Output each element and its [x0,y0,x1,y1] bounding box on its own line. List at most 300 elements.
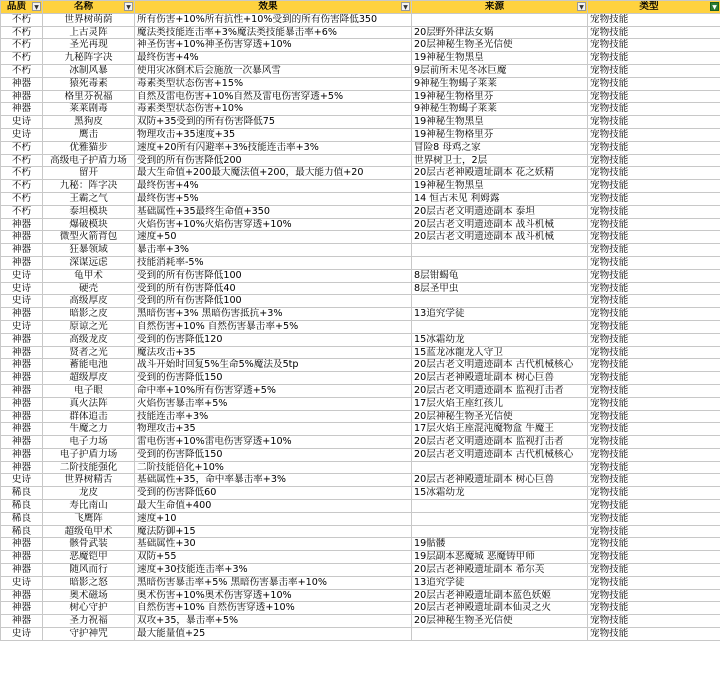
quality-cell[interactable]: 史诗 [1,128,43,141]
effect-cell[interactable]: 二阶技能倍化+10% [135,461,412,474]
type-cell[interactable]: 宠物技能 [588,39,720,52]
table-row [1,218,720,231]
quality-cell[interactable]: 神器 [1,231,43,244]
table-row [1,474,720,487]
effect-cell[interactable]: 火焰伤害+10%火焰伤害穿透+10% [135,218,412,231]
name-cell[interactable]: 树心守护 [43,602,135,615]
name-cell[interactable]: 超级厚皮 [43,372,135,385]
quality-cell[interactable]: 神器 [1,244,43,257]
effect-cell[interactable]: 双攻+35，暴击率+5% [135,615,412,628]
table-row [1,52,720,65]
type-cell[interactable]: 宠物技能 [588,308,720,321]
effect-cell[interactable]: 受到的所有伤害降低200 [135,154,412,167]
type-cell[interactable]: 宠物技能 [588,474,720,487]
source-cell[interactable] [412,295,588,308]
name-cell[interactable]: 爆破模块 [43,218,135,231]
name-cell[interactable]: 圣力祝福 [43,615,135,628]
table-row [1,26,720,39]
filter-dropdown-icon[interactable]: ▼ [577,2,586,11]
quality-cell[interactable]: 神器 [1,589,43,602]
source-cell[interactable]: 8层钳蝎龟 [412,269,588,282]
effect-cell[interactable]: 受到的所有伤害降低40 [135,282,412,295]
name-cell[interactable]: 龟甲术 [43,269,135,282]
effect-cell[interactable]: 火焰伤害暴击率+5% [135,397,412,410]
quality-cell[interactable]: 史诗 [1,628,43,641]
table-row [1,410,720,423]
header-row [1,1,720,14]
name-cell[interactable]: 优雅猫步 [43,141,135,154]
quality-cell[interactable]: 神器 [1,410,43,423]
type-cell[interactable]: 宠物技能 [588,448,720,461]
quality-cell[interactable]: 神器 [1,77,43,90]
table-row [1,231,720,244]
active-filter-icon[interactable]: ▼ [710,2,719,11]
source-cell[interactable]: 19神秘生物格里芬 [412,90,588,103]
name-cell[interactable]: 群体追击 [43,410,135,423]
effect-cell[interactable]: 受到的伤害降低120 [135,333,412,346]
quality-cell[interactable]: 神器 [1,384,43,397]
effect-cell[interactable]: 双防+55 [135,551,412,564]
name-cell[interactable]: 猿死毒素 [43,77,135,90]
name-cell[interactable]: 九秘：阵字决 [43,180,135,193]
type-cell[interactable]: 宠物技能 [588,231,720,244]
effect-cell[interactable]: 速度+20所有闪避率+3%技能连击率+3% [135,141,412,154]
source-cell[interactable]: 15蓝龙冰龍龙人守卫 [412,346,588,359]
effect-cell[interactable]: 技能消耗率-5% [135,256,412,269]
source-cell[interactable]: 14 恒古未见 利姆露 [412,192,588,205]
effect-cell[interactable]: 自然伤害+10% 自然伤害穿透+10% [135,602,412,615]
quality-cell[interactable]: 稀良 [1,512,43,525]
quality-cell[interactable]: 史诗 [1,282,43,295]
effect-cell[interactable]: 命中率+10%所有伤害穿透+5% [135,384,412,397]
source-cell[interactable]: 20层古老神殿遗址副本 树心巨兽 [412,372,588,385]
table-row [1,589,720,602]
effect-cell[interactable]: 最大生命值+400 [135,500,412,513]
source-cell[interactable] [412,256,588,269]
effect-cell[interactable]: 自然伤害+10% 自然伤害暴击率+5% [135,320,412,333]
effect-cell[interactable]: 最终伤害+5% [135,192,412,205]
quality-cell[interactable]: 神器 [1,564,43,577]
source-cell[interactable]: 20层古老神殿遗址副本仙灵之火 [412,602,588,615]
source-cell[interactable]: 19神秘生物格里芬 [412,128,588,141]
column-header-effect[interactable] [135,1,412,14]
source-cell[interactable]: 15冰霜幼龙 [412,333,588,346]
name-cell[interactable]: 泰坦模块 [43,205,135,218]
quality-cell[interactable]: 神器 [1,256,43,269]
filter-dropdown-icon[interactable]: ▼ [401,2,410,11]
type-cell[interactable]: 宠物技能 [588,244,720,257]
effect-cell[interactable]: 速度+50 [135,231,412,244]
effect-cell[interactable]: 受到的所有伤害降低100 [135,269,412,282]
source-cell[interactable]: 20层野外律法女娲 [412,26,588,39]
quality-cell[interactable]: 神器 [1,423,43,436]
column-header-label: 效果 [258,1,278,12]
quality-cell[interactable]: 不朽 [1,39,43,52]
type-cell[interactable]: 宠物技能 [588,167,720,180]
type-cell[interactable]: 宠物技能 [588,205,720,218]
source-cell[interactable]: 19神秘生物黑皇 [412,52,588,65]
type-cell[interactable]: 宠物技能 [588,90,720,103]
name-cell[interactable]: 上古灵阵 [43,26,135,39]
effect-cell[interactable]: 魔法类技能连击率+3%魔法类技能暴击率+6% [135,26,412,39]
quality-cell[interactable]: 稀良 [1,525,43,538]
source-cell[interactable]: 8层圣甲虫 [412,282,588,295]
source-cell[interactable]: 20层古老文明遗迹副本 古代机械核心 [412,448,588,461]
quality-cell[interactable]: 不朽 [1,13,43,26]
column-header-label: 品质 [6,1,27,12]
type-cell[interactable]: 宠物技能 [588,359,720,372]
name-cell[interactable]: 世界树精舌 [43,474,135,487]
effect-cell[interactable]: 黑暗伤害暴击率+5% 黑暗伤害暴击率+10% [135,576,412,589]
effect-cell[interactable]: 技能连击率+3% [135,410,412,423]
quality-cell[interactable]: 不朽 [1,26,43,39]
source-cell[interactable]: 20层古老文明遗迹副本 战斗机械 [412,231,588,244]
type-cell[interactable]: 宠物技能 [588,77,720,90]
source-cell[interactable]: 20层古老文明遗迹副本 泰坦 [412,205,588,218]
type-cell[interactable]: 宠物技能 [588,180,720,193]
source-cell[interactable] [412,244,588,257]
type-cell[interactable]: 宠物技能 [588,487,720,500]
name-cell[interactable]: 电子护盾力场 [43,448,135,461]
quality-cell[interactable]: 神器 [1,397,43,410]
quality-cell[interactable]: 史诗 [1,474,43,487]
type-cell[interactable]: 宠物技能 [588,52,720,65]
table-row [1,436,720,449]
type-cell[interactable]: 宠物技能 [588,192,720,205]
effect-cell[interactable]: 基础属性+35最终生命值+350 [135,205,412,218]
type-cell[interactable]: 宠物技能 [588,333,720,346]
table-row [1,192,720,205]
name-cell[interactable]: 骸骨武装 [43,538,135,551]
source-cell[interactable]: 20层古老神殿遗址副本 树心巨兽 [412,474,588,487]
effect-cell[interactable]: 毒素类型状态伤害+10% [135,103,412,116]
name-cell[interactable]: 狂暴领域 [43,244,135,257]
type-cell[interactable]: 宠物技能 [588,551,720,564]
effect-cell[interactable]: 奥术伤害+10%奥术伤害穿透+10% [135,589,412,602]
source-cell[interactable]: 19层副本恶魔城 恶魔铸甲师 [412,551,588,564]
quality-cell[interactable]: 史诗 [1,576,43,589]
source-cell[interactable]: 20层古老神殿遗址副本 花之妖精 [412,167,588,180]
name-cell[interactable]: 超级龟甲术 [43,525,135,538]
effect-cell[interactable]: 魔法攻击+35 [135,346,412,359]
source-cell[interactable]: 20层古老文明遗迹副本 监视打击者 [412,384,588,397]
quality-cell[interactable]: 神器 [1,218,43,231]
name-cell[interactable]: 随风而行 [43,564,135,577]
name-cell[interactable]: 二阶技能强化 [43,461,135,474]
table-row [1,512,720,525]
table-row [1,269,720,282]
table-row [1,564,720,577]
effect-cell[interactable]: 基础属性+35，命中率暴击率+3% [135,474,412,487]
quality-cell[interactable]: 神器 [1,551,43,564]
source-cell[interactable]: 15冰霜幼龙 [412,487,588,500]
type-cell[interactable]: 宠物技能 [588,295,720,308]
table-row [1,77,720,90]
table-row [1,180,720,193]
name-cell[interactable]: 高级龙皮 [43,333,135,346]
type-cell[interactable]: 宠物技能 [588,269,720,282]
type-cell[interactable]: 宠物技能 [588,218,720,231]
effect-cell[interactable]: 最大能量值+25 [135,628,412,641]
type-cell[interactable]: 宠物技能 [588,512,720,525]
effect-cell[interactable]: 双防+35受到的所有伤害降低75 [135,116,412,129]
source-cell[interactable]: 19神秘生物黑皇 [412,116,588,129]
type-cell[interactable]: 宠物技能 [588,615,720,628]
quality-cell[interactable]: 史诗 [1,116,43,129]
quality-cell[interactable]: 不朽 [1,64,43,77]
type-cell[interactable]: 宠物技能 [588,128,720,141]
name-cell[interactable]: 莱莱剧毒 [43,103,135,116]
name-cell[interactable]: 暗影之皮 [43,308,135,321]
quality-cell[interactable]: 不朽 [1,52,43,65]
source-cell[interactable] [412,320,588,333]
source-cell[interactable] [412,512,588,525]
effect-cell[interactable]: 神圣伤害+10%神圣伤害穿透+10% [135,39,412,52]
type-cell[interactable]: 宠物技能 [588,602,720,615]
name-cell[interactable]: 鹰击 [43,128,135,141]
effect-cell[interactable]: 速度+10 [135,512,412,525]
type-cell[interactable]: 宠物技能 [588,525,720,538]
source-cell[interactable]: 17层火焰王座红孩儿 [412,397,588,410]
name-cell[interactable]: 原谅之光 [43,320,135,333]
table-row [1,103,720,116]
effect-cell[interactable]: 暴击率+3% [135,244,412,257]
table-row [1,346,720,359]
type-cell[interactable]: 宠物技能 [588,410,720,423]
quality-cell[interactable]: 不朽 [1,154,43,167]
type-cell[interactable]: 宠物技能 [588,64,720,77]
type-cell[interactable]: 宠物技能 [588,13,720,26]
source-cell[interactable]: 20层古老文明遗迹副本 战斗机械 [412,218,588,231]
source-cell[interactable]: 19骷髅 [412,538,588,551]
quality-cell[interactable]: 神器 [1,372,43,385]
table-row [1,295,720,308]
quality-cell[interactable]: 稀良 [1,500,43,513]
table-row [1,39,720,52]
column-header-label: 类型 [639,1,659,12]
table-row [1,525,720,538]
source-cell[interactable]: 9神秘生物蝎子莱莱 [412,103,588,116]
effect-cell[interactable]: 速度+30技能连击率+3% [135,564,412,577]
table-row [1,628,720,641]
effect-cell[interactable]: 受到的伤害降低150 [135,372,412,385]
effect-cell[interactable]: 魔法防御+15 [135,525,412,538]
source-cell[interactable]: 9神秘生物蝎子莱莱 [412,77,588,90]
effect-cell[interactable]: 受到的伤害降低150 [135,448,412,461]
name-cell[interactable]: 冰制风暴 [43,64,135,77]
source-cell[interactable] [412,628,588,641]
effect-cell[interactable]: 最大生命值+200最大魔法值+200，最大能力值+20 [135,167,412,180]
name-cell[interactable]: 格里芬祝福 [43,90,135,103]
source-cell[interactable] [412,13,588,26]
type-cell[interactable]: 宠物技能 [588,461,720,474]
table-row [1,308,720,321]
quality-cell[interactable]: 神器 [1,103,43,116]
source-cell[interactable]: 13追究学徒 [412,308,588,321]
table-row [1,487,720,500]
type-cell[interactable]: 宠物技能 [588,436,720,449]
quality-cell[interactable]: 神器 [1,308,43,321]
type-cell[interactable]: 宠物技能 [588,423,720,436]
name-cell[interactable]: 电子力场 [43,436,135,449]
name-cell[interactable]: 真火法阵 [43,397,135,410]
type-cell[interactable]: 宠物技能 [588,500,720,513]
column-header-quality[interactable] [1,1,43,14]
quality-cell[interactable]: 神器 [1,90,43,103]
source-cell[interactable]: 冒险8 母鸡之家 [412,141,588,154]
table-row [1,141,720,154]
quality-cell[interactable]: 神器 [1,602,43,615]
name-cell[interactable]: 飞鹰阵 [43,512,135,525]
type-cell[interactable]: 宠物技能 [588,141,720,154]
type-cell[interactable]: 宠物技能 [588,397,720,410]
quality-cell[interactable]: 不朽 [1,180,43,193]
type-cell[interactable]: 宠物技能 [588,103,720,116]
quality-cell[interactable]: 神器 [1,461,43,474]
table-row [1,205,720,218]
type-cell[interactable]: 宠物技能 [588,564,720,577]
effect-cell[interactable]: 基础属性+30 [135,538,412,551]
effect-cell[interactable]: 战斗开始时回复5%生命5%魔法及5tp [135,359,412,372]
quality-cell[interactable]: 史诗 [1,295,43,308]
type-cell[interactable]: 宠物技能 [588,256,720,269]
type-cell[interactable]: 宠物技能 [588,589,720,602]
quality-cell[interactable]: 神器 [1,359,43,372]
name-cell[interactable]: 硬壳 [43,282,135,295]
table-row [1,576,720,589]
table-row [1,256,720,269]
table-row [1,116,720,129]
table-row [1,372,720,385]
name-cell[interactable]: 九秘阵字决 [43,52,135,65]
name-cell[interactable]: 圣光再现 [43,39,135,52]
quality-cell[interactable]: 神器 [1,333,43,346]
source-cell[interactable]: 20层神秘生物圣光信使 [412,39,588,52]
effect-cell[interactable]: 使用灾冰倒术后会施放一次暴风雪 [135,64,412,77]
source-cell[interactable] [412,500,588,513]
table-row [1,448,720,461]
table-row [1,128,720,141]
type-cell[interactable]: 宠物技能 [588,346,720,359]
name-cell[interactable]: 深谋远虑 [43,256,135,269]
column-header-name[interactable] [43,1,135,14]
effect-cell[interactable]: 黑暗伤害+3% 黑暗伤害抵抗+3% [135,308,412,321]
quality-cell[interactable]: 神器 [1,346,43,359]
name-cell[interactable]: 暗影之怒 [43,576,135,589]
source-cell[interactable]: 20层神秘生物圣光信使 [412,410,588,423]
type-cell[interactable]: 宠物技能 [588,26,720,39]
quality-cell[interactable]: 稀良 [1,487,43,500]
table-row [1,423,720,436]
quality-cell[interactable]: 神器 [1,615,43,628]
effect-cell[interactable]: 所有伤害+10%所有抗性+10%受到的所有伤害降低350 [135,13,412,26]
quality-cell[interactable]: 不朽 [1,192,43,205]
name-cell[interactable]: 牛魔之力 [43,423,135,436]
filter-dropdown-icon[interactable]: ▼ [124,2,133,11]
source-cell[interactable]: 20层古老神殿遗址副本 希尔芙 [412,564,588,577]
source-cell[interactable]: 17层火焰王座混沌魔物盒 牛魔王 [412,423,588,436]
name-cell[interactable]: 微型火箭背包 [43,231,135,244]
column-header-label: 名称 [73,1,94,12]
quality-cell[interactable]: 史诗 [1,320,43,333]
effect-cell[interactable]: 自然及雷电伤害+10%自然及雷电伤害穿透+5% [135,90,412,103]
type-cell[interactable]: 宠物技能 [588,116,720,129]
name-cell[interactable]: 寿比南山 [43,500,135,513]
table-row [1,538,720,551]
quality-cell[interactable]: 不朽 [1,205,43,218]
name-cell[interactable]: 龙皮 [43,487,135,500]
source-cell[interactable]: 20层古老文明遗迹副本 古代机械核心 [412,359,588,372]
effect-cell[interactable]: 最终伤害+4% [135,180,412,193]
table-row [1,282,720,295]
effect-cell[interactable]: 受到的伤害降低60 [135,487,412,500]
quality-cell[interactable]: 神器 [1,436,43,449]
quality-cell[interactable]: 不朽 [1,141,43,154]
source-cell[interactable] [412,525,588,538]
name-cell[interactable]: 留开 [43,167,135,180]
name-cell[interactable]: 王霸之气 [43,192,135,205]
name-cell[interactable]: 世界树萌荫 [43,13,135,26]
name-cell[interactable]: 守护神咒 [43,628,135,641]
effect-cell[interactable]: 受到的所有伤害降低100 [135,295,412,308]
type-cell[interactable]: 宠物技能 [588,320,720,333]
effect-cell[interactable]: 最终伤害+4% [135,52,412,65]
source-cell[interactable]: 13追究学徒 [412,576,588,589]
table-row [1,244,720,257]
quality-cell[interactable]: 史诗 [1,269,43,282]
type-cell[interactable]: 宠物技能 [588,538,720,551]
column-header-type[interactable] [588,1,720,14]
quality-cell[interactable]: 不朽 [1,167,43,180]
effect-cell[interactable]: 物理攻击+35速度+35 [135,128,412,141]
effect-cell[interactable]: 雷电伤害+10%雷电伤害穿透+10% [135,436,412,449]
table-row [1,461,720,474]
table-row [1,397,720,410]
source-cell[interactable]: 20层古老神殿遗址副本蓝色妖姬 [412,589,588,602]
table-row [1,384,720,397]
table-row [1,167,720,180]
source-cell[interactable]: 世界树卫士，2层 [412,154,588,167]
column-header-source[interactable] [412,1,588,14]
name-cell[interactable]: 恶魔铠甲 [43,551,135,564]
type-cell[interactable]: 宠物技能 [588,154,720,167]
effect-cell[interactable]: 毒素类型状态伤害+15% [135,77,412,90]
table-row [1,154,720,167]
name-cell[interactable]: 蓄能电池 [43,359,135,372]
name-cell[interactable]: 黑狗皮 [43,116,135,129]
type-cell[interactable]: 宠物技能 [588,576,720,589]
type-cell[interactable]: 宠物技能 [588,282,720,295]
effect-cell[interactable]: 物理攻击+35 [135,423,412,436]
name-cell[interactable]: 贤者之光 [43,346,135,359]
type-cell[interactable]: 宠物技能 [588,372,720,385]
quality-cell[interactable]: 神器 [1,538,43,551]
filter-dropdown-icon[interactable]: ▼ [32,2,41,11]
source-cell[interactable] [412,461,588,474]
type-cell[interactable]: 宠物技能 [588,384,720,397]
source-cell[interactable]: 20层古老文明遗迹副本 监视打击者 [412,436,588,449]
source-cell[interactable]: 19神秘生物黑皇 [412,180,588,193]
name-cell[interactable]: 电子眼 [43,384,135,397]
table-row [1,602,720,615]
type-cell[interactable]: 宠物技能 [588,628,720,641]
source-cell[interactable]: 20层神秘生物圣光信使 [412,615,588,628]
quality-cell[interactable]: 神器 [1,448,43,461]
name-cell[interactable]: 高级电子护盾力场 [43,154,135,167]
name-cell[interactable]: 奥术磁场 [43,589,135,602]
source-cell[interactable]: 9层前所未见冬冰巨魔 [412,64,588,77]
name-cell[interactable]: 高级厚皮 [43,295,135,308]
